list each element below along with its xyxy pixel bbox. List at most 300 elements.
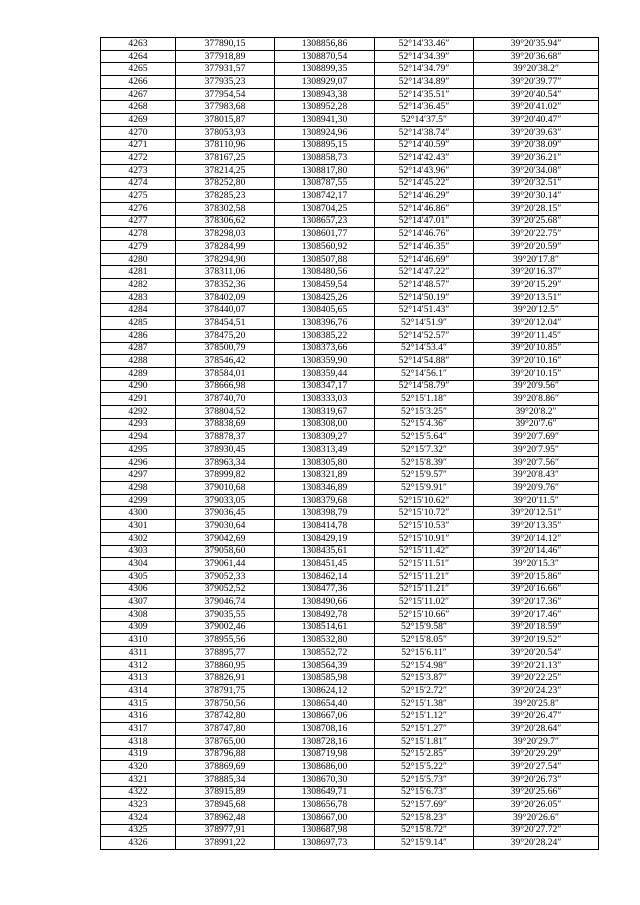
latitude-cell: 52°15′10.62″ [375, 494, 474, 507]
table-row [101, 367, 599, 380]
latitude-cell: 52°14′36.45″ [375, 101, 474, 114]
longitude-cell: 39°20′39.77″ [474, 76, 599, 89]
point-number-cell: 4291 [101, 393, 176, 406]
y-coordinate-cell: 1308560,92 [275, 241, 375, 254]
x-coordinate-cell: 378584,01 [176, 367, 275, 380]
x-coordinate-cell: 378252,80 [176, 177, 275, 190]
longitude-cell: 39°20′13.35″ [474, 520, 599, 533]
point-number-cell: 4280 [101, 253, 176, 266]
latitude-cell: 52°14′52.57″ [375, 329, 474, 342]
x-coordinate-cell: 378454,51 [176, 317, 275, 330]
longitude-cell: 39°20′18.59″ [474, 621, 599, 634]
latitude-cell: 52°14′51.43″ [375, 304, 474, 317]
longitude-cell: 39°20′36.68″ [474, 50, 599, 63]
longitude-cell: 39°20′20.59″ [474, 241, 599, 254]
table-row [101, 114, 599, 127]
point-number-cell: 4297 [101, 469, 176, 482]
y-coordinate-cell: 1308462,14 [275, 570, 375, 583]
point-number-cell: 4271 [101, 139, 176, 152]
y-coordinate-cell: 1308385,22 [275, 329, 375, 342]
latitude-cell: 52°15′6.11″ [375, 647, 474, 660]
y-coordinate-cell: 1308359,90 [275, 355, 375, 368]
longitude-cell: 39°20′10.15″ [474, 367, 599, 380]
point-number-cell: 4270 [101, 126, 176, 139]
latitude-cell: 52°14′37.5″ [375, 114, 474, 127]
longitude-cell: 39°20′25.8″ [474, 697, 599, 710]
y-coordinate-cell: 1308697,73 [275, 837, 375, 850]
point-number-cell: 4294 [101, 431, 176, 444]
table-row [101, 139, 599, 152]
y-coordinate-cell: 1308686,00 [275, 761, 375, 774]
y-coordinate-cell: 1308787,55 [275, 177, 375, 190]
point-number-cell: 4293 [101, 418, 176, 431]
longitude-cell: 39°20′7.6″ [474, 418, 599, 431]
longitude-cell: 39°20′36.21″ [474, 152, 599, 165]
longitude-cell: 39°20′26.6″ [474, 811, 599, 824]
x-coordinate-cell: 378306,62 [176, 215, 275, 228]
x-coordinate-cell: 378750,56 [176, 697, 275, 710]
table-row [101, 837, 599, 850]
latitude-cell: 52°14′38.74″ [375, 126, 474, 139]
table-row [101, 126, 599, 139]
longitude-cell: 39°20′19.52″ [474, 634, 599, 647]
latitude-cell: 52°14′56.1″ [375, 367, 474, 380]
y-coordinate-cell: 1308346,89 [275, 482, 375, 495]
longitude-cell: 39°20′24.23″ [474, 685, 599, 698]
y-coordinate-cell: 1308373,66 [275, 342, 375, 355]
longitude-cell: 39°20′30.14″ [474, 190, 599, 203]
y-coordinate-cell: 1308308,00 [275, 418, 375, 431]
y-coordinate-cell: 1308492,78 [275, 608, 375, 621]
point-number-cell: 4303 [101, 545, 176, 558]
latitude-cell: 52°15′10.91″ [375, 532, 474, 545]
point-number-cell: 4302 [101, 532, 176, 545]
x-coordinate-cell: 379010,68 [176, 482, 275, 495]
x-coordinate-cell: 379035,55 [176, 608, 275, 621]
latitude-cell: 52°15′1.81″ [375, 735, 474, 748]
point-number-cell: 4266 [101, 76, 176, 89]
y-coordinate-cell: 1308425,26 [275, 291, 375, 304]
y-coordinate-cell: 1308305,80 [275, 456, 375, 469]
point-number-cell: 4263 [101, 38, 176, 51]
y-coordinate-cell: 1308435,61 [275, 545, 375, 558]
longitude-cell: 39°20′26.73″ [474, 773, 599, 786]
point-number-cell: 4313 [101, 672, 176, 685]
x-coordinate-cell: 379046,74 [176, 596, 275, 609]
y-coordinate-cell: 1308359,44 [275, 367, 375, 380]
table-row [101, 748, 599, 761]
longitude-cell: 39°20′22.25″ [474, 672, 599, 685]
point-number-cell: 4292 [101, 405, 176, 418]
table-row [101, 152, 599, 165]
latitude-cell: 52°14′40.59″ [375, 139, 474, 152]
latitude-cell: 52°14′46.35″ [375, 241, 474, 254]
table-row [101, 507, 599, 520]
x-coordinate-cell: 378740,70 [176, 393, 275, 406]
longitude-cell: 39°20′20.54″ [474, 647, 599, 660]
latitude-cell: 52°15′9.57″ [375, 469, 474, 482]
point-number-cell: 4273 [101, 164, 176, 177]
x-coordinate-cell: 378285,23 [176, 190, 275, 203]
x-coordinate-cell: 378214,25 [176, 164, 275, 177]
longitude-cell: 39°20′29.29″ [474, 748, 599, 761]
latitude-cell: 52°15′2.85″ [375, 748, 474, 761]
point-number-cell: 4309 [101, 621, 176, 634]
point-number-cell: 4298 [101, 482, 176, 495]
latitude-cell: 52°15′5.22″ [375, 761, 474, 774]
longitude-cell: 39°20′11.5″ [474, 494, 599, 507]
y-coordinate-cell: 1308870,54 [275, 50, 375, 63]
point-number-cell: 4326 [101, 837, 176, 850]
y-coordinate-cell: 1308624,12 [275, 685, 375, 698]
latitude-cell: 52°15′1.27″ [375, 723, 474, 736]
x-coordinate-cell: 378546,42 [176, 355, 275, 368]
table-row [101, 393, 599, 406]
table-row [101, 241, 599, 254]
longitude-cell: 39°20′8.86″ [474, 393, 599, 406]
x-coordinate-cell: 378869,69 [176, 761, 275, 774]
table-row [101, 583, 599, 596]
longitude-cell: 39°20′10.85″ [474, 342, 599, 355]
table-row [101, 621, 599, 634]
longitude-cell: 39°20′9.76″ [474, 482, 599, 495]
longitude-cell: 39°20′25.66″ [474, 786, 599, 799]
x-coordinate-cell: 378015,87 [176, 114, 275, 127]
table-row [101, 647, 599, 660]
y-coordinate-cell: 1308856,86 [275, 38, 375, 51]
table-row [101, 444, 599, 457]
table-row [101, 253, 599, 266]
longitude-cell: 39°20′8.2″ [474, 405, 599, 418]
latitude-cell: 52°15′7.32″ [375, 444, 474, 457]
y-coordinate-cell: 1308379,68 [275, 494, 375, 507]
point-number-cell: 4272 [101, 152, 176, 165]
table-row [101, 63, 599, 76]
x-coordinate-cell: 379052,33 [176, 570, 275, 583]
point-number-cell: 4322 [101, 786, 176, 799]
latitude-cell: 52°15′8.05″ [375, 634, 474, 647]
table-row [101, 215, 599, 228]
x-coordinate-cell: 377918,89 [176, 50, 275, 63]
x-coordinate-cell: 378991,22 [176, 837, 275, 850]
table-row [101, 304, 599, 317]
longitude-cell: 39°20′16.66″ [474, 583, 599, 596]
x-coordinate-cell: 378402,09 [176, 291, 275, 304]
x-coordinate-cell: 379061,44 [176, 558, 275, 571]
longitude-cell: 39°20′32.51″ [474, 177, 599, 190]
latitude-cell: 52°15′2.72″ [375, 685, 474, 698]
y-coordinate-cell: 1308899,35 [275, 63, 375, 76]
coordinates-table [100, 37, 599, 850]
x-coordinate-cell: 378999,82 [176, 469, 275, 482]
y-coordinate-cell: 1308585,98 [275, 672, 375, 685]
y-coordinate-cell: 1308708,16 [275, 723, 375, 736]
longitude-cell: 39°20′14.12″ [474, 532, 599, 545]
y-coordinate-cell: 1308532,80 [275, 634, 375, 647]
longitude-cell: 39°20′15.3″ [474, 558, 599, 571]
table-row [101, 672, 599, 685]
point-number-cell: 4295 [101, 444, 176, 457]
table-row [101, 761, 599, 774]
y-coordinate-cell: 1308728,16 [275, 735, 375, 748]
point-number-cell: 4311 [101, 647, 176, 660]
table-row [101, 786, 599, 799]
table-row [101, 418, 599, 431]
longitude-cell: 39°20′28.64″ [474, 723, 599, 736]
point-number-cell: 4325 [101, 824, 176, 837]
y-coordinate-cell: 1308670,30 [275, 773, 375, 786]
x-coordinate-cell: 378963,34 [176, 456, 275, 469]
table-row [101, 608, 599, 621]
point-number-cell: 4264 [101, 50, 176, 63]
point-number-cell: 4275 [101, 190, 176, 203]
x-coordinate-cell: 379036,45 [176, 507, 275, 520]
latitude-cell: 52°14′43.96″ [375, 164, 474, 177]
longitude-cell: 39°20′13.51″ [474, 291, 599, 304]
table-row [101, 482, 599, 495]
latitude-cell: 52°15′3.87″ [375, 672, 474, 685]
point-number-cell: 4274 [101, 177, 176, 190]
table-row [101, 659, 599, 672]
latitude-cell: 52°15′1.38″ [375, 697, 474, 710]
x-coordinate-cell: 378311,06 [176, 266, 275, 279]
longitude-cell: 39°20′40.47″ [474, 114, 599, 127]
longitude-cell: 39°20′40.54″ [474, 88, 599, 101]
table-row [101, 202, 599, 215]
y-coordinate-cell: 1308924,96 [275, 126, 375, 139]
table-row [101, 88, 599, 101]
x-coordinate-cell: 378302,58 [176, 202, 275, 215]
longitude-cell: 39°20′41.02″ [474, 101, 599, 114]
y-coordinate-cell: 1308657,23 [275, 215, 375, 228]
x-coordinate-cell: 378298,03 [176, 228, 275, 241]
x-coordinate-cell: 378765,00 [176, 735, 275, 748]
y-coordinate-cell: 1308429,19 [275, 532, 375, 545]
longitude-cell: 39°20′22.75″ [474, 228, 599, 241]
y-coordinate-cell: 1308347,17 [275, 380, 375, 393]
table-row [101, 177, 599, 190]
longitude-cell: 39°20′38.09″ [474, 139, 599, 152]
longitude-cell: 39°20′12.5″ [474, 304, 599, 317]
table-row [101, 799, 599, 812]
longitude-cell: 39°20′9.56″ [474, 380, 599, 393]
latitude-cell: 52°14′46.69″ [375, 253, 474, 266]
y-coordinate-cell: 1308601,77 [275, 228, 375, 241]
table-row [101, 164, 599, 177]
longitude-cell: 39°20′16.37″ [474, 266, 599, 279]
x-coordinate-cell: 377983,68 [176, 101, 275, 114]
latitude-cell: 52°15′11.42″ [375, 545, 474, 558]
longitude-cell: 39°20′7.95″ [474, 444, 599, 457]
point-number-cell: 4282 [101, 279, 176, 292]
table-row [101, 558, 599, 571]
y-coordinate-cell: 1308654,40 [275, 697, 375, 710]
y-coordinate-cell: 1308514,61 [275, 621, 375, 634]
y-coordinate-cell: 1308943,38 [275, 88, 375, 101]
y-coordinate-cell: 1308895,15 [275, 139, 375, 152]
x-coordinate-cell: 378962,48 [176, 811, 275, 824]
x-coordinate-cell: 379052,52 [176, 583, 275, 596]
y-coordinate-cell: 1308321,89 [275, 469, 375, 482]
latitude-cell: 52°14′35.51″ [375, 88, 474, 101]
latitude-cell: 52°15′8.72″ [375, 824, 474, 837]
longitude-cell: 39°20′7.69″ [474, 431, 599, 444]
x-coordinate-cell: 378885,34 [176, 773, 275, 786]
x-coordinate-cell: 379002,46 [176, 621, 275, 634]
latitude-cell: 52°15′1.18″ [375, 393, 474, 406]
latitude-cell: 52°14′48.57″ [375, 279, 474, 292]
latitude-cell: 52°14′34.39″ [375, 50, 474, 63]
table-row [101, 329, 599, 342]
x-coordinate-cell: 378878,37 [176, 431, 275, 444]
latitude-cell: 52°15′5.73″ [375, 773, 474, 786]
latitude-cell: 52°14′51.9″ [375, 317, 474, 330]
point-number-cell: 4290 [101, 380, 176, 393]
latitude-cell: 52°14′46.86″ [375, 202, 474, 215]
latitude-cell: 52°14′58.79″ [375, 380, 474, 393]
longitude-cell: 39°20′15.29″ [474, 279, 599, 292]
x-coordinate-cell: 378895,77 [176, 647, 275, 660]
table-row [101, 380, 599, 393]
y-coordinate-cell: 1308952,28 [275, 101, 375, 114]
latitude-cell: 52°14′34.79″ [375, 63, 474, 76]
point-number-cell: 4276 [101, 202, 176, 215]
latitude-cell: 52°14′50.19″ [375, 291, 474, 304]
x-coordinate-cell: 378500,79 [176, 342, 275, 355]
y-coordinate-cell: 1308414,78 [275, 520, 375, 533]
y-coordinate-cell: 1308667,00 [275, 811, 375, 824]
longitude-cell: 39°20′26.05″ [474, 799, 599, 812]
table-row [101, 685, 599, 698]
longitude-cell: 39°20′35.94″ [474, 38, 599, 51]
y-coordinate-cell: 1308667,06 [275, 710, 375, 723]
latitude-cell: 52°15′4.36″ [375, 418, 474, 431]
point-number-cell: 4301 [101, 520, 176, 533]
latitude-cell: 52°15′3.25″ [375, 405, 474, 418]
point-number-cell: 4319 [101, 748, 176, 761]
table-row [101, 494, 599, 507]
table-row [101, 723, 599, 736]
latitude-cell: 52°15′10.66″ [375, 608, 474, 621]
point-number-cell: 4296 [101, 456, 176, 469]
longitude-cell: 39°20′14.46″ [474, 545, 599, 558]
longitude-cell: 39°20′39.63″ [474, 126, 599, 139]
latitude-cell: 52°15′8.23″ [375, 811, 474, 824]
latitude-cell: 52°14′53.4″ [375, 342, 474, 355]
table-row [101, 456, 599, 469]
point-number-cell: 4287 [101, 342, 176, 355]
x-coordinate-cell: 378955,56 [176, 634, 275, 647]
point-number-cell: 4286 [101, 329, 176, 342]
latitude-cell: 52°14′46.76″ [375, 228, 474, 241]
longitude-cell: 39°20′11.45″ [474, 329, 599, 342]
longitude-cell: 39°20′10.16″ [474, 355, 599, 368]
y-coordinate-cell: 1308451,45 [275, 558, 375, 571]
latitude-cell: 52°14′42.43″ [375, 152, 474, 165]
point-number-cell: 4305 [101, 570, 176, 583]
y-coordinate-cell: 1308719,98 [275, 748, 375, 761]
x-coordinate-cell: 379033,05 [176, 494, 275, 507]
point-number-cell: 4277 [101, 215, 176, 228]
y-coordinate-cell: 1308552,72 [275, 647, 375, 660]
table-row [101, 405, 599, 418]
table-row [101, 824, 599, 837]
longitude-cell: 39°20′17.46″ [474, 608, 599, 621]
x-coordinate-cell: 377931,57 [176, 63, 275, 76]
point-number-cell: 4321 [101, 773, 176, 786]
y-coordinate-cell: 1308817,80 [275, 164, 375, 177]
x-coordinate-cell: 378791,75 [176, 685, 275, 698]
table-row [101, 291, 599, 304]
latitude-cell: 52°14′33.46″ [375, 38, 474, 51]
table-row [101, 279, 599, 292]
x-coordinate-cell: 378167,25 [176, 152, 275, 165]
y-coordinate-cell: 1308687,98 [275, 824, 375, 837]
y-coordinate-cell: 1308507,88 [275, 253, 375, 266]
y-coordinate-cell: 1308564,39 [275, 659, 375, 672]
x-coordinate-cell: 378666,98 [176, 380, 275, 393]
point-number-cell: 4283 [101, 291, 176, 304]
point-number-cell: 4267 [101, 88, 176, 101]
x-coordinate-cell: 378930,45 [176, 444, 275, 457]
longitude-cell: 39°20′29.7″ [474, 735, 599, 748]
x-coordinate-cell: 378838,69 [176, 418, 275, 431]
x-coordinate-cell: 378945,68 [176, 799, 275, 812]
x-coordinate-cell: 378352,36 [176, 279, 275, 292]
point-number-cell: 4307 [101, 596, 176, 609]
y-coordinate-cell: 1308333,03 [275, 393, 375, 406]
latitude-cell: 52°15′11.21″ [375, 570, 474, 583]
longitude-cell: 39°20′27.54″ [474, 761, 599, 774]
latitude-cell: 52°15′10.72″ [375, 507, 474, 520]
table-row [101, 773, 599, 786]
latitude-cell: 52°15′8.39″ [375, 456, 474, 469]
point-number-cell: 4278 [101, 228, 176, 241]
x-coordinate-cell: 377935,23 [176, 76, 275, 89]
point-number-cell: 4300 [101, 507, 176, 520]
x-coordinate-cell: 378747,80 [176, 723, 275, 736]
point-number-cell: 4318 [101, 735, 176, 748]
latitude-cell: 52°15′9.91″ [375, 482, 474, 495]
y-coordinate-cell: 1308405,65 [275, 304, 375, 317]
point-number-cell: 4317 [101, 723, 176, 736]
x-coordinate-cell: 378915,89 [176, 786, 275, 799]
table-row [101, 811, 599, 824]
latitude-cell: 52°15′11.51″ [375, 558, 474, 571]
table-row [101, 570, 599, 583]
latitude-cell: 52°15′1.12″ [375, 710, 474, 723]
table-row [101, 266, 599, 279]
longitude-cell: 39°20′7.56″ [474, 456, 599, 469]
y-coordinate-cell: 1308490,66 [275, 596, 375, 609]
point-number-cell: 4284 [101, 304, 176, 317]
y-coordinate-cell: 1308480,56 [275, 266, 375, 279]
point-number-cell: 4281 [101, 266, 176, 279]
latitude-cell: 52°15′9.58″ [375, 621, 474, 634]
table-row [101, 355, 599, 368]
longitude-cell: 39°20′12.51″ [474, 507, 599, 520]
point-number-cell: 4312 [101, 659, 176, 672]
longitude-cell: 39°20′21.13″ [474, 659, 599, 672]
latitude-cell: 52°14′46.29″ [375, 190, 474, 203]
x-coordinate-cell: 379058,60 [176, 545, 275, 558]
x-coordinate-cell: 378826,91 [176, 672, 275, 685]
latitude-cell: 52°14′45.22″ [375, 177, 474, 190]
point-number-cell: 4285 [101, 317, 176, 330]
y-coordinate-cell: 1308398,79 [275, 507, 375, 520]
point-number-cell: 4269 [101, 114, 176, 127]
latitude-cell: 52°14′54.88″ [375, 355, 474, 368]
